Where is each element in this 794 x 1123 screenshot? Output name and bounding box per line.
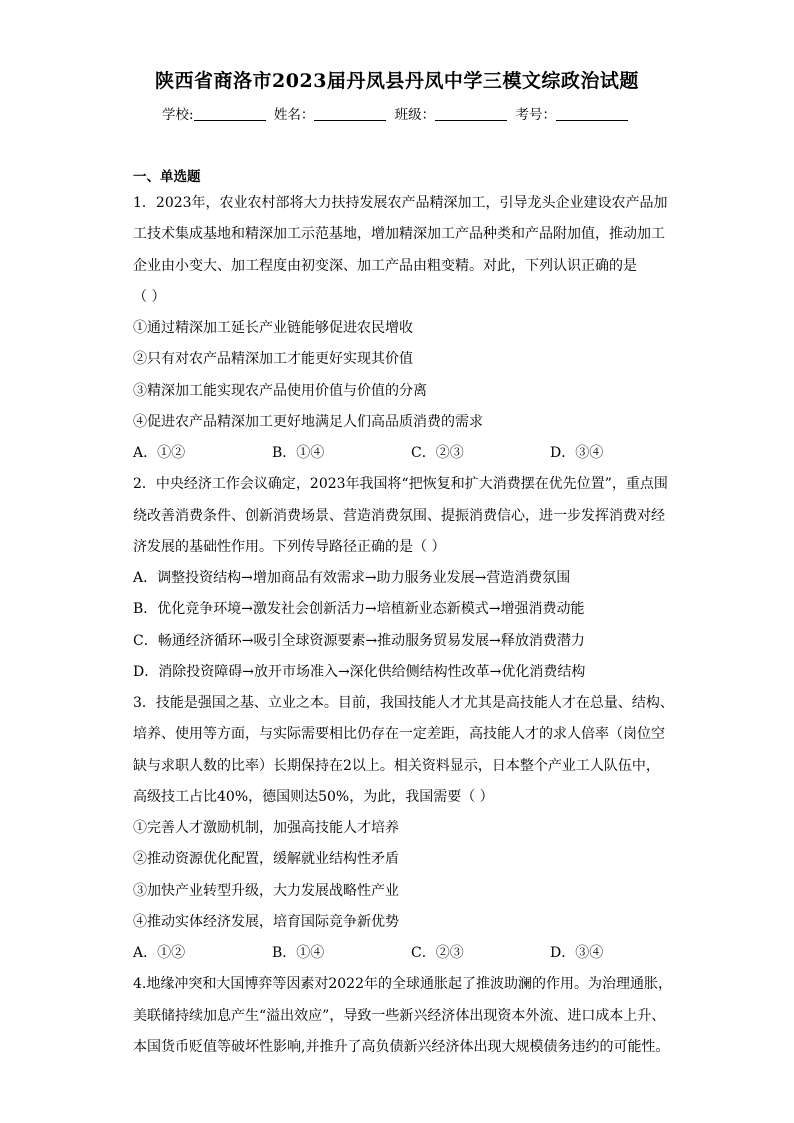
question-1-line: 工技术集成基地和精深加工示范基地，增加精深加工产品种类和产品附加值，推动加工 (133, 226, 665, 242)
question-4-line: 4.地缘冲突和大国博弈等因素对2022年的全球通胀起了推波助澜的作用。为治理通胀， (133, 976, 672, 992)
name-label: 姓名： (273, 107, 315, 123)
question-1-statement: ①通过精深加工延长产业链能够促进农民增收 (133, 320, 413, 336)
option-b[interactable]: B．①④ (272, 945, 325, 961)
question-3-statement: ②推动资源优化配置，缓解就业结构性矛盾 (133, 851, 399, 867)
question-2-option-a[interactable]: A．调整投资结构→增加商品有效需求→助力服务业发展→营造消费氛围 (133, 570, 571, 586)
question-1-statement: ③精深加工能实现农产品使用价值与价值的分离 (133, 383, 427, 399)
option-a[interactable]: A．①② (133, 945, 186, 961)
class-label: 班级： (394, 107, 436, 123)
question-2-option-b[interactable]: B．优化竞争环境→激发社会创新活力→培植新业态新模式→增强消费动能 (133, 601, 585, 617)
question-3-line: 3．技能是强国之基、立业之本。目前，我国技能人才尤其是高技能人才在总量、结构、 (133, 695, 674, 711)
question-2-line: 绕改善消费条件、创新消费场景、营造消费氛围、提振消费信心，进一步发挥消费对经 (133, 508, 665, 524)
question-1-statement: ④促进农产品精深加工更好地满足人们高品质消费的需求 (133, 414, 483, 430)
question-1-line: 1．2023年，农业农村部将大力扶持发展农产品精深加工，引导龙头企业建设农产品加 (133, 195, 668, 211)
question-1-line: （ ） (133, 289, 166, 305)
number-blank[interactable] (556, 106, 628, 121)
option-a[interactable]: A．①② (133, 445, 186, 461)
question-3-statement: ④推动实体经济发展，培育国际竞争新优势 (133, 914, 399, 930)
school-blank[interactable] (194, 106, 266, 121)
question-2-line: 2．中央经济工作会议确定，2023年我国将“把恢复和扩大消费摆在优先位置”，重点围 (133, 476, 668, 492)
section-title: 一、单选题 (133, 169, 201, 185)
question-3-line: 培养、使用等方面，与实际需要相比仍存在一定差距，高技能人才的求人倍率（岗位空 (133, 726, 665, 742)
number-label: 考号： (515, 107, 556, 123)
option-b[interactable]: B．①④ (272, 445, 325, 461)
school-label: 学校: (162, 107, 194, 123)
page-title: 陕西省商洛市2023届丹凤县丹凤中学三模文综政治试题 (155, 70, 639, 92)
question-1-statement: ②只有对农产品精深加工才能更好实现其价值 (133, 351, 413, 367)
question-1-line: 企业由小变大、加工程度由初变深、加工产品由粗变精。对此，下列认识正确的是 (133, 258, 637, 274)
student-info-row (0, 103, 794, 123)
question-2-option-d[interactable]: D．消除投资障碍→放开市场准入→深化供给侧结构性改革→优化消费结构 (133, 664, 586, 680)
question-2-option-c[interactable]: C．畅通经济循环→吸引全球资源要素→推动服务贸易发展→释放消费潜力 (133, 633, 585, 649)
name-blank[interactable] (314, 106, 386, 121)
question-4-line: 美联储持续加息产生“溢出效应”，导致一些新兴经济体出现资本外流、进口成本上升、 (133, 1008, 666, 1024)
question-3-line: 缺与求职人数的比率）长期保持在2以上。相关资料显示，日本整个产业工人队伍中， (133, 758, 660, 774)
question-2-line: 济发展的基础性作用。下列传导路径正确的是（ ） (133, 539, 446, 555)
option-c[interactable]: C．②③ (411, 945, 464, 961)
option-d[interactable]: D．③④ (550, 445, 604, 461)
question-4-line: 本国货币贬值等破坏性影响,并推升了高负债新兴经济体出现大规模债务违约的可能性。 (133, 1039, 670, 1055)
question-3-line: 高级技工占比40%，德国则达50%，为此，我国需要（ ） (133, 789, 494, 805)
option-c[interactable]: C．②③ (411, 445, 464, 461)
question-3-statement: ①完善人才激励机制，加强高技能人才培养 (133, 820, 399, 836)
class-blank[interactable] (435, 106, 507, 121)
question-3-statement: ③加快产业转型升级，大力发展战略性产业 (133, 883, 399, 899)
option-d[interactable]: D．③④ (550, 945, 604, 961)
